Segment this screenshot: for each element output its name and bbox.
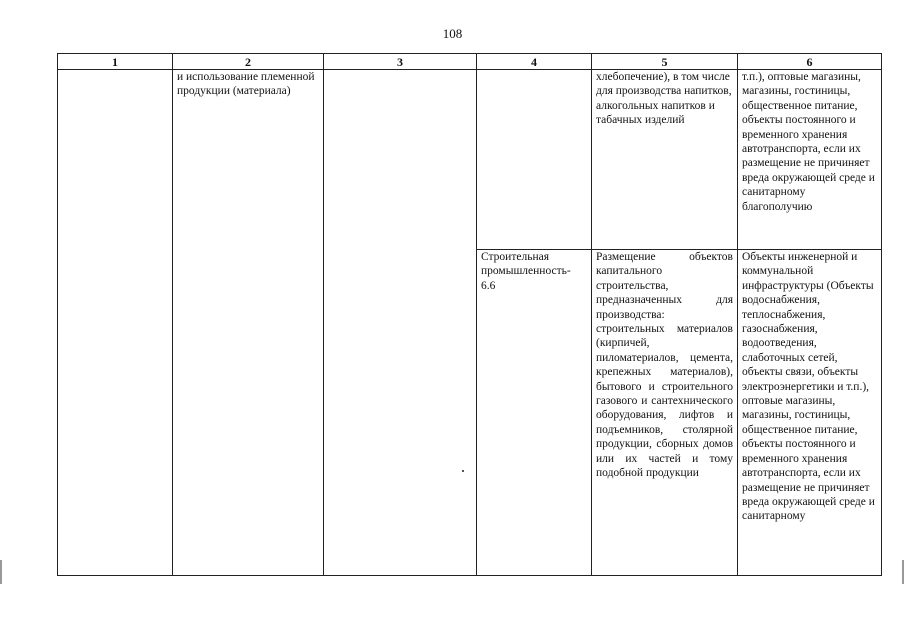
- cell-col4: [477, 70, 592, 250]
- cell-col1: [58, 70, 173, 576]
- cell-col5: хлебопечение), в том числе для производства напитков, алкогольных напитков и табачных изделий: [592, 70, 738, 250]
- column-header-1: 1: [58, 54, 173, 70]
- column-header-6: 6: [738, 54, 882, 70]
- scan-edge-mark-right: [902, 560, 904, 584]
- document-table: [57, 53, 882, 576]
- table-row: [58, 70, 882, 250]
- scan-edge-mark-left: [0, 560, 2, 584]
- cell-col5: Размещение объектов капитального строительства, предназначенных для производства: строительных материалов (кирпичей, пиломатериалов, цемента, крепежных материалов), бытового и строительного газового и сантехнического оборудования, лифтов и подъемников, столярной продукции, сборных домов или их частей и тому подобной продукции: [592, 250, 738, 576]
- table-header-row: [58, 54, 882, 70]
- cell-col4: Строительная промышленность- 6.6: [477, 250, 592, 576]
- cell-col6: т.п.), оптовые магазины, магазины, гостиницы, общественное питание, объекты постоянного и временного хранения автотранспорта, если их размещение не причиняет вреда окружающей среде и санитарному благополучию: [738, 70, 882, 250]
- cell-col2: и использование племенной продукции (материала): [173, 70, 324, 576]
- column-header-4: 4: [477, 54, 592, 70]
- scan-speck: [462, 470, 464, 472]
- cell-col3: [324, 70, 477, 576]
- cell-col6: Объекты инженерной и коммунальной инфраструктуры (Объекты водоснабжения, теплоснабжения, газоснабжения, водоотведения, слаботочных сетей, объекты связи, объекты электроэнергетики и т.п.), оптовые магазины, магазины, гостиницы, общественное питание, объекты постоянного и временного хранения автотранспорта, если их размещение не причиняет вреда окружающей среде и санитарному: [738, 250, 882, 576]
- column-header-2: 2: [173, 54, 324, 70]
- column-header-3: 3: [324, 54, 477, 70]
- column-header-5: 5: [592, 54, 738, 70]
- page-number: 108: [442, 26, 463, 41]
